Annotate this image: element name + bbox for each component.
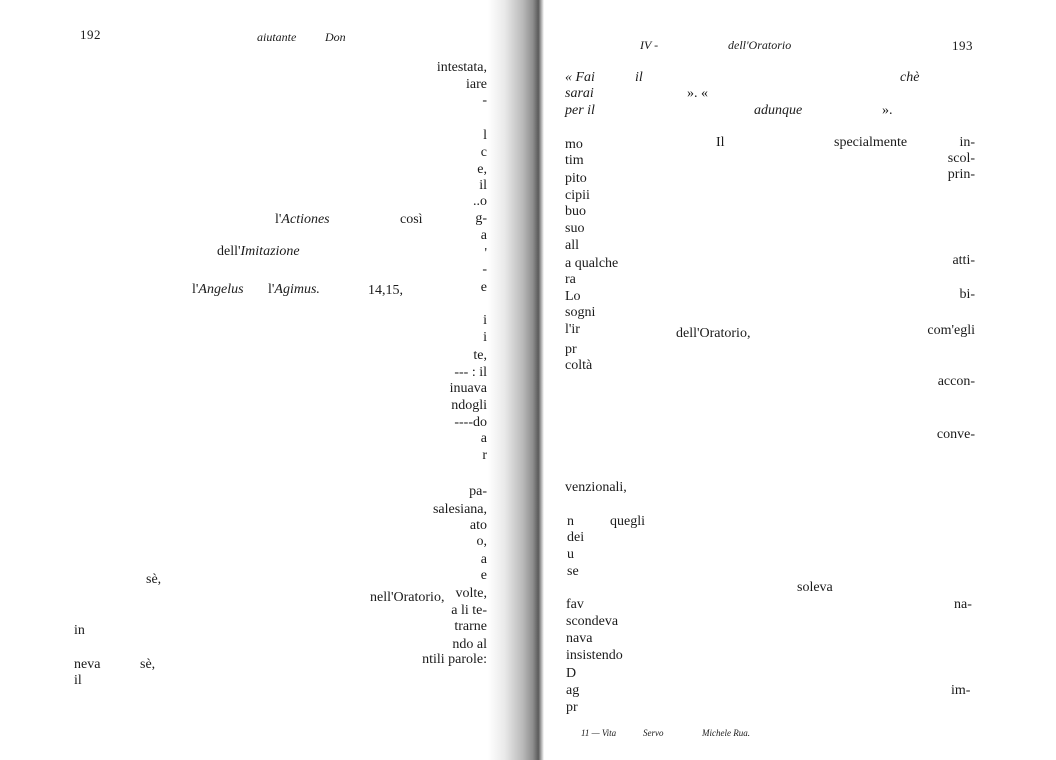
text-fragment: u [567, 547, 574, 562]
edge-line: trarne [454, 619, 487, 634]
quote-text: « Fai [565, 70, 595, 85]
edge-line: ndo al [452, 637, 487, 652]
quote-text: sarai [565, 86, 594, 101]
edge-line: i [483, 313, 487, 328]
column-line: coltà [565, 358, 593, 373]
edge-line: volte, [455, 586, 487, 601]
edge-line: e [480, 568, 487, 583]
column-line: pr [566, 700, 578, 715]
edge-line: o, [476, 534, 487, 549]
edge-line: conve- [936, 427, 975, 442]
text-fragment: dell'Oratorio, [676, 326, 751, 341]
right-page-number: 193 [952, 38, 973, 53]
edge-line: a [480, 552, 487, 567]
text-fragment: Il [716, 135, 725, 150]
edge-line: iare [466, 77, 487, 92]
column-line: tim [565, 153, 584, 168]
quote-text: adunque [754, 103, 803, 118]
edge-line: ndogli [451, 398, 487, 413]
text-fragment: n [567, 514, 574, 529]
column-line: fav [566, 597, 584, 612]
book-gutter-shadow [488, 0, 544, 760]
footnote: Michele Rua. [702, 728, 750, 738]
text-fragment: sè, [140, 657, 156, 672]
edge-line: ' [484, 246, 487, 261]
column-line: D [566, 666, 577, 681]
text-fragment: l'Actiones [275, 212, 330, 227]
text-fragment: sè, [146, 572, 162, 587]
edge-line: - [482, 93, 487, 108]
edge-line: accon- [937, 374, 975, 389]
edge-line: pa- [469, 484, 487, 499]
edge-line: inuava [449, 381, 487, 396]
column-line: mo [565, 137, 583, 152]
left-page-number: 192 [80, 27, 101, 42]
column-line: all [565, 238, 579, 253]
edge-line: --- : il [454, 365, 487, 380]
text-fragment: na- [954, 597, 972, 612]
edge-line: scol- [947, 151, 975, 166]
text-fragment: specialmente [834, 135, 908, 150]
quote-text: chè [900, 70, 920, 85]
text-fragment: il [74, 673, 82, 688]
text-fragment: dell'Imitazione [217, 244, 300, 259]
edge-line: - [482, 262, 487, 277]
edge-line: ..o [473, 194, 487, 209]
edge-line: e [480, 280, 487, 295]
edge-line: a [480, 431, 487, 446]
quote-text: ». « [687, 86, 708, 101]
text-fragment: in [74, 623, 85, 638]
text-fragment: l'Angelus [192, 282, 244, 297]
edge-line: ntili parole: [422, 652, 487, 667]
edge-line: g- [475, 211, 487, 226]
text-fragment: venzionali, [565, 480, 627, 495]
quote-text: il [635, 70, 643, 85]
column-line: a qualche [565, 256, 619, 271]
footnote: Servo [643, 728, 664, 738]
text-fragment: così [400, 212, 423, 227]
edge-line: com'egli [927, 323, 975, 338]
left-running-head: aiutante [257, 30, 297, 44]
column-line: suo [565, 221, 585, 236]
edge-line: ----do [454, 415, 487, 430]
quote-text: ». [882, 103, 893, 118]
edge-line: l [483, 128, 487, 143]
edge-line: il [479, 178, 487, 193]
column-line: ag [566, 683, 580, 698]
text-fragment: im- [951, 683, 971, 698]
edge-line: te, [473, 348, 487, 363]
edge-line: c [480, 145, 487, 160]
quote-text: per il [565, 103, 595, 118]
edge-line: prin- [947, 167, 975, 182]
left-page [0, 0, 510, 760]
column-line: Lo [565, 289, 581, 304]
edge-line: a [480, 228, 487, 243]
column-line: scondeva [566, 614, 619, 629]
column-line: insistendo [566, 648, 623, 663]
text-fragment: soleva [797, 580, 833, 595]
text-fragment: l'Agimus. [268, 282, 320, 297]
edge-line: salesiana, [432, 502, 487, 517]
column-line: pr [565, 342, 577, 357]
edge-line: in- [959, 135, 975, 150]
right-running-head: dell'Oratorio [728, 38, 792, 52]
edge-line: atti- [952, 253, 975, 268]
edge-line: r [482, 448, 487, 463]
edge-line: bi- [959, 287, 975, 302]
edge-line: i [483, 330, 487, 345]
footnote: 11 — Vita [581, 728, 617, 738]
column-line: cipii [565, 188, 590, 203]
edge-line: a li te- [451, 603, 487, 618]
text-fragment: se [567, 564, 579, 579]
edge-line: ato [469, 518, 487, 533]
column-line: pito [565, 171, 587, 186]
text-fragment: neva [74, 657, 101, 672]
column-line: buo [565, 204, 586, 219]
edge-line: e, [477, 162, 487, 177]
column-line: ra [565, 272, 576, 287]
text-fragment: dei [567, 530, 585, 545]
column-line: l'ir [565, 322, 580, 337]
left-running-head: Don [325, 30, 346, 44]
text-fragment: quegli [610, 514, 645, 529]
column-line: sogni [565, 305, 596, 320]
column-line: nava [566, 631, 593, 646]
text-fragment: nell'Oratorio, [370, 590, 445, 605]
right-running-head: IV - [640, 38, 659, 52]
text-fragment: 14,15, [368, 283, 403, 298]
edge-line: intestata, [436, 60, 487, 75]
